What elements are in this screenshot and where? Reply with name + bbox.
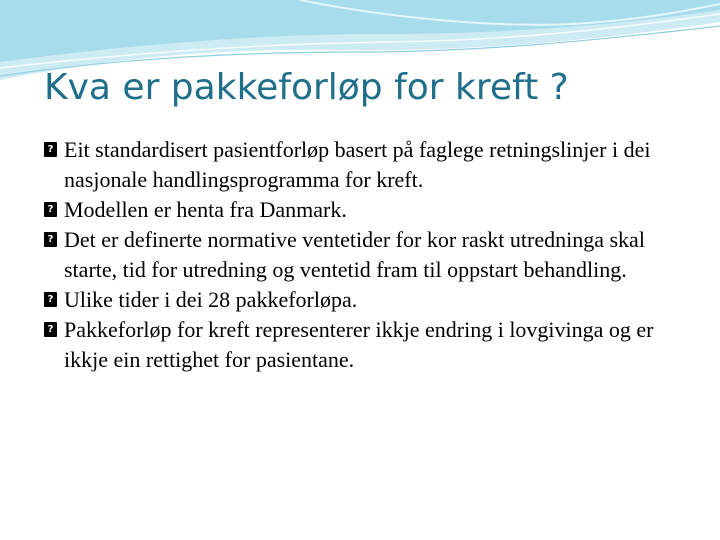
bullet-text: Ulike tider i dei 28 pakkeforløpa. <box>64 287 358 312</box>
bullet-list <box>44 135 684 375</box>
bullet-item <box>44 135 684 195</box>
slide-title: Kva er pakkeforløp for kreft ? <box>44 67 569 108</box>
bullet-text: Modellen er henta fra Danmark. <box>64 197 347 222</box>
bullet-text: Eit standardisert pasientforløp basert på faglege retningslinjer i dei nasjonale handlingsprogramma for kreft. <box>64 137 651 192</box>
bullet-marker-icon: ? <box>44 232 57 247</box>
bullet-item <box>44 195 684 225</box>
bullet-item <box>44 315 684 375</box>
bullet-marker-icon: ? <box>44 292 57 307</box>
bullet-text: Det er definerte normative ventetider for kor raskt utredninga skal starte, tid for utredning og ventetid fram til oppstart behandling. <box>64 227 645 282</box>
bullet-marker-icon: ? <box>44 142 57 157</box>
bullet-text: Pakkeforløp for kreft representerer ikkje endring i lovgivinga og er ikkje ein rettighet for pasientane. <box>64 317 654 372</box>
bullet-item <box>44 285 684 315</box>
bullet-item <box>44 225 684 285</box>
bullet-marker-icon: ? <box>44 322 57 337</box>
bullet-marker-icon: ? <box>44 202 57 217</box>
